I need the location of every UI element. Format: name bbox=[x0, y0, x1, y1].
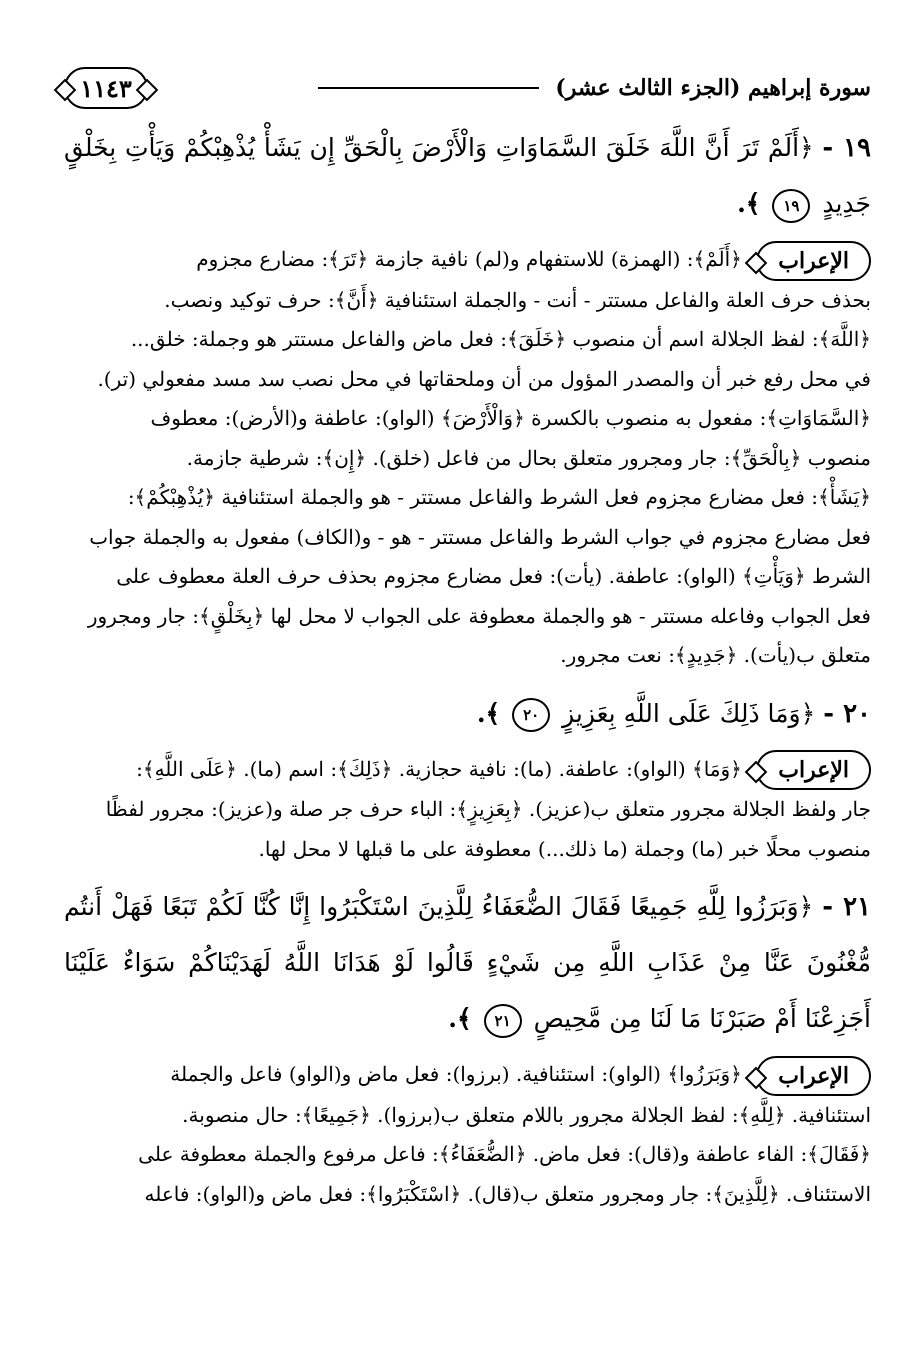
irab-line: ﴿يَشَأْ﴾: فعل مضارع مجزوم فعل الشرط والفاعل مستتر - هو والجملة استئنافية ﴿يُذْهِبْكُمْ﴾: bbox=[127, 485, 871, 509]
verse-close: ﴾. bbox=[737, 189, 761, 218]
irab-line: منصوب ﴿بِالْحَقِّ﴾: جار ومجرور متعلق بحال من فاعل (خلق). ﴿إِن﴾: شرطية جازمة. bbox=[186, 445, 871, 470]
irab-block-21 bbox=[64, 1055, 871, 1214]
irab-block-19 bbox=[64, 240, 871, 676]
verse-20 bbox=[64, 686, 871, 742]
ayah-end-marker: ٢١ bbox=[484, 1004, 522, 1038]
irab-line: ﴿فَقَالَ﴾: الفاء عاطفة و(قال): فعل ماض. ﴿الضُّعَفَاءُ﴾: فاعل مرفوع والجملة معطوفة على bbox=[138, 1142, 871, 1166]
verse-close: ﴾. bbox=[448, 1004, 472, 1033]
irab-line: منصوب محلًا خبر (ما) وجملة (ما ذلك...) معطوفة على ما قبلها لا محل لها. bbox=[258, 836, 871, 861]
irab-line: متعلق ب(يأت). ﴿جَدِيدٍ﴾: نعت مجرور. bbox=[560, 643, 871, 667]
header-rule bbox=[318, 87, 539, 89]
irab-line bbox=[64, 750, 871, 791]
irab-line: استئنافية. ﴿لِلَّهِ﴾: لفظ الجلالة مجرور باللام متعلق ب(برزوا). ﴿جَمِيعًا﴾: حال منصوبة. bbox=[182, 1102, 871, 1127]
verse-number: ٢١ - bbox=[822, 892, 871, 922]
irab-line bbox=[64, 240, 871, 281]
irab-line: ﴿اللَّهَ﴾: لفظ الجلالة اسم أن منصوب ﴿خَلَقَ﴾: فعل ماض والفاعل مستتر هو وجملة: خلق... bbox=[130, 327, 871, 351]
ayah-end-marker: ٢٠ bbox=[512, 698, 550, 732]
irab-text: ﴿وَبَرَزُوا﴾ (الواو): استئنافية. (برزوا): فعل ماض و(الواو) فاعل والجملة bbox=[170, 1062, 742, 1086]
irab-line: فعل الجواب وفاعله مستتر - هو والجملة معطوفة على الجواب لا محل لها ﴿بِخَلْقٍ﴾: جار ومجرور bbox=[87, 603, 871, 628]
verse-text: ﴿أَلَمْ تَرَ أَنَّ اللَّهَ خَلَقَ السَّمَاوَاتِ وَالْأَرْضَ بِالْحَقِّ إِن يَشَأْ يُذْهِبْكُمْ وَيَأْتِ بِخَلْقٍ جَدِيدٍ bbox=[64, 133, 871, 218]
irab-block-20 bbox=[64, 750, 871, 870]
irab-label: الإعراب bbox=[756, 1056, 871, 1096]
irab-line: فعل مضارع مجزوم في جواب الشرط والفاعل مستتر - هو - و(الكاف) مفعول به والجملة جواب bbox=[89, 524, 871, 549]
verse-19 bbox=[64, 120, 871, 232]
verse-number: ٢٠ - bbox=[823, 698, 871, 729]
verse-21 bbox=[64, 879, 871, 1047]
irab-text: ﴿وَمَا﴾ (الواو): عاطفة. (ما): نافية حجازية. ﴿ذَلِكَ﴾: اسم (ما). ﴿عَلَى اللَّهِ﴾: bbox=[136, 756, 742, 781]
irab-line: الشرط ﴿وَيَأْتِ﴾ (الواو): عاطفة. (يأت): فعل مضارع مجزوم بحذف حرف العلة معطوف على bbox=[116, 564, 871, 588]
verse-text: ﴿وَبَرَزُوا لِلَّهِ جَمِيعًا فَقَالَ الضُّعَفَاءُ لِلَّذِينَ اسْتَكْبَرُوا إِنَّا كُنَّا لَكُمْ تَبَعًا فَهَلْ أَنتُم مُّغْنُونَ عَنَّا مِنْ عَذَابِ اللَّهِ مِن شَيْءٍ قَالُوا لَوْ هَدَانَا اللَّهُ لَهَدَيْنَاكُمْ سَوَاءٌ عَلَيْنَا أَجَزِعْنَا أَمْ صَبَرْنَا مَا لَنَا مِن مَّحِيصٍ bbox=[64, 892, 871, 1033]
irab-label: الإعراب bbox=[756, 750, 871, 790]
irab-line: في محل رفع خبر أن والمصدر المؤول من أن وملحقاتها في محل نصب سد مسد مفعولي (تر). bbox=[97, 366, 871, 391]
irab-label: الإعراب bbox=[756, 241, 871, 281]
irab-line bbox=[64, 1055, 871, 1096]
running-header bbox=[64, 60, 871, 116]
irab-line: ﴿السَّمَاوَاتِ﴾: مفعول به منصوب بالكسرة ﴿وَالْأَرْضَ﴾ (الواو): عاطفة و(الأرض): معطوف bbox=[150, 406, 871, 430]
irab-text: ﴿أَلَمْ﴾: (الهمزة) للاستفهام و(لم) نافية جازمة ﴿تَرَ﴾: مضارع مجزوم bbox=[196, 247, 742, 271]
verse-text: ﴿وَمَا ذَلِكَ عَلَى اللَّهِ بِعَزِيزٍ bbox=[562, 698, 816, 728]
irab-line: جار ولفظ الجلالة مجرور متعلق ب(عزيز). ﴿بِعَزِيزٍ﴾: الباء حرف جر صلة و(عزيز): مجرور لفظًا bbox=[105, 797, 871, 821]
verse-number: ١٩ - bbox=[822, 133, 871, 163]
ayah-end-marker: ١٩ bbox=[772, 189, 810, 223]
irab-line: الاستئناف. ﴿لِلَّذِينَ﴾: جار ومجرور متعلق ب(قال). ﴿اسْتَكْبَرُوا﴾: فعل ماض و(الواو): فاعله bbox=[144, 1181, 871, 1206]
page-number: ١١٤٣ bbox=[64, 67, 148, 109]
surah-part-title: سورة إبراهيم (الجزء الثالث عشر) bbox=[555, 75, 871, 101]
irab-line: بحذف حرف العلة والفاعل مستتر - أنت - والجملة استئنافية ﴿أَنَّ﴾: حرف توكيد ونصب. bbox=[164, 287, 871, 312]
verse-close: ﴾. bbox=[476, 698, 501, 728]
